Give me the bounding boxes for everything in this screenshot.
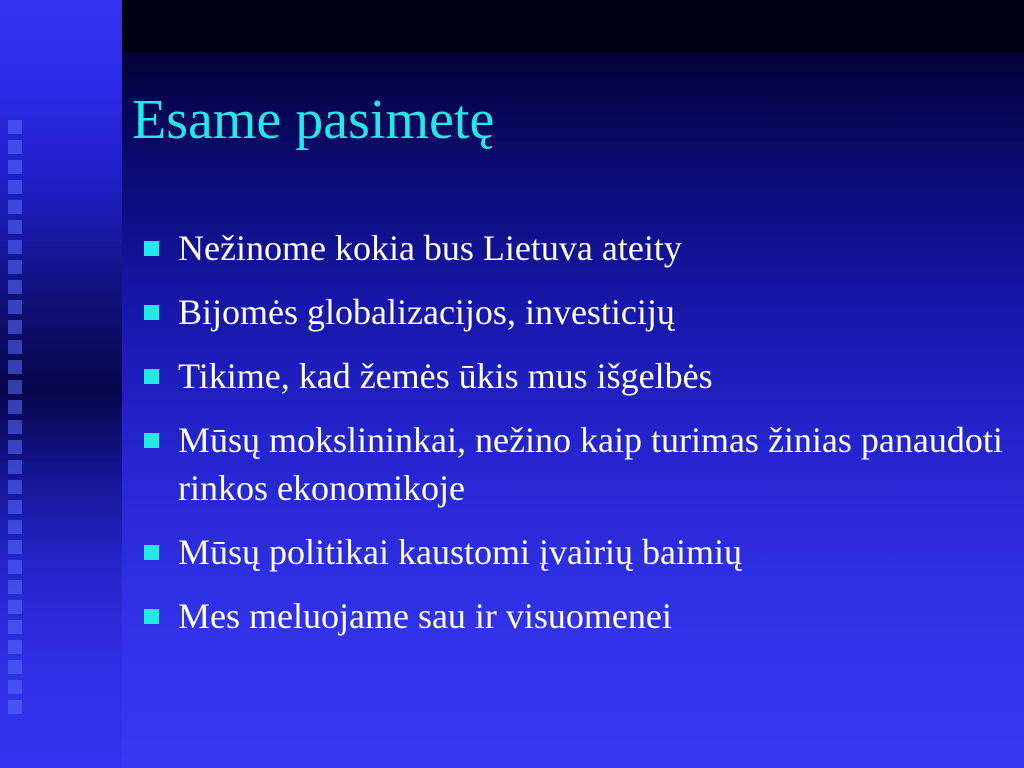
bullet-item xyxy=(140,416,1010,512)
decorative-squares xyxy=(8,120,28,720)
square-bullet-icon xyxy=(144,609,159,624)
decorative-square xyxy=(8,700,22,714)
bullet-item xyxy=(140,528,1010,576)
decorative-square xyxy=(8,420,22,434)
decorative-square xyxy=(8,660,22,674)
decorative-square xyxy=(8,220,22,234)
decorative-square xyxy=(8,620,22,634)
decorative-square xyxy=(8,460,22,474)
decorative-square xyxy=(8,240,22,254)
bullet-item xyxy=(140,288,1010,336)
square-bullet-icon xyxy=(144,241,159,256)
top-dark-bar xyxy=(122,0,1024,52)
bullet-text: Tikime, kad žemės ūkis mus išgelbės xyxy=(178,356,713,396)
decorative-square xyxy=(8,300,22,314)
decorative-square xyxy=(8,500,22,514)
decorative-square xyxy=(8,540,22,554)
bullet-item xyxy=(140,352,1010,400)
bullet-text: Mūsų politikai kaustomi įvairių baimių xyxy=(178,532,742,572)
square-bullet-icon xyxy=(144,545,159,560)
decorative-square xyxy=(8,280,22,294)
decorative-square xyxy=(8,320,22,334)
left-decorative-band xyxy=(0,0,122,768)
decorative-square xyxy=(8,600,22,614)
decorative-square xyxy=(8,160,22,174)
decorative-square xyxy=(8,480,22,494)
decorative-square xyxy=(8,560,22,574)
decorative-square xyxy=(8,640,22,654)
bullet-list xyxy=(140,224,1010,656)
decorative-square xyxy=(8,120,22,134)
bullet-text: Mūsų mokslininkai, nežino kaip turimas žinias panaudoti rinkos ekonomikoje xyxy=(178,420,1003,508)
square-bullet-icon xyxy=(144,305,159,320)
decorative-square xyxy=(8,140,22,154)
decorative-square xyxy=(8,340,22,354)
bullet-item xyxy=(140,592,1010,640)
bullet-text: Mes meluojame sau ir visuomenei xyxy=(178,596,672,636)
decorative-square xyxy=(8,580,22,594)
square-bullet-icon xyxy=(144,433,159,448)
decorative-square xyxy=(8,680,22,694)
decorative-square xyxy=(8,520,22,534)
decorative-square xyxy=(8,400,22,414)
square-bullet-icon xyxy=(144,369,159,384)
decorative-square xyxy=(8,200,22,214)
decorative-square xyxy=(8,260,22,274)
bullet-text: Nežinome kokia bus Lietuva ateity xyxy=(178,228,682,268)
decorative-square xyxy=(8,360,22,374)
decorative-square xyxy=(8,380,22,394)
bullet-item xyxy=(140,224,1010,272)
bullet-text: Bijomės globalizacijos, investicijų xyxy=(178,292,675,332)
slide-title: Esame pasimetę xyxy=(132,89,495,151)
decorative-square xyxy=(8,440,22,454)
decorative-square xyxy=(8,180,22,194)
